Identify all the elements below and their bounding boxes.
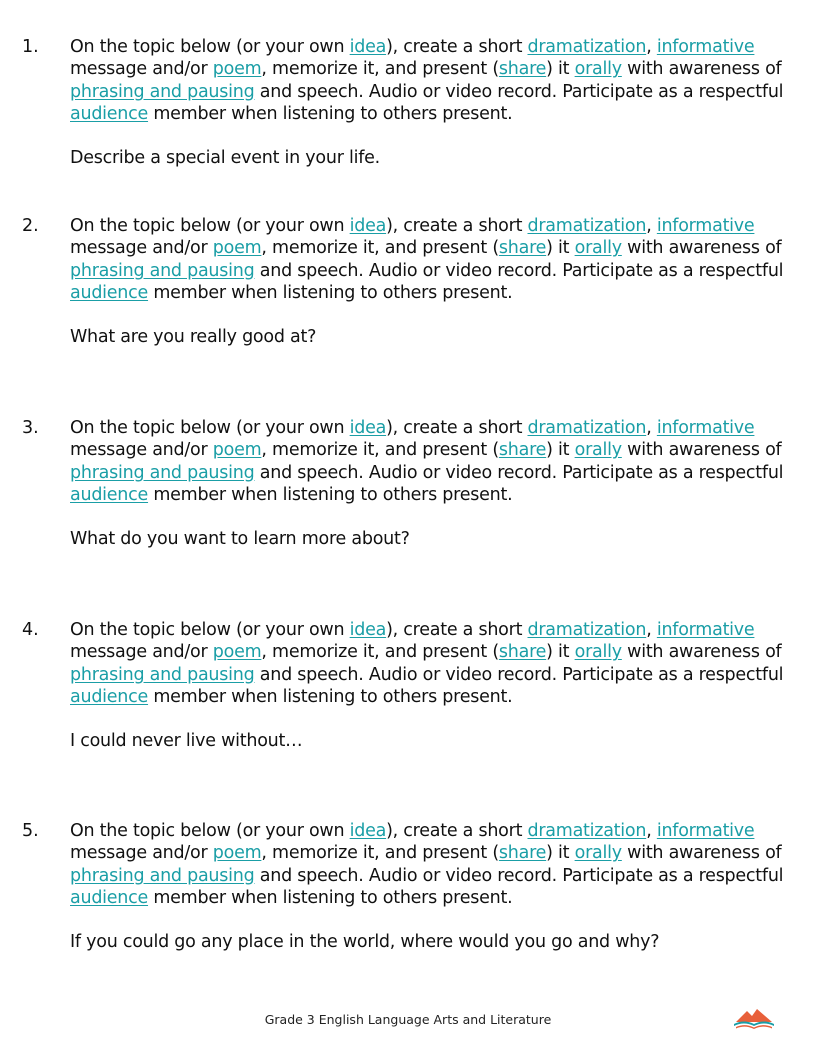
link-share[interactable]: share: [498, 843, 547, 864]
link-dramatization[interactable]: dramatization: [527, 37, 647, 57]
link-poem[interactable]: poem: [212, 440, 262, 461]
link-audience[interactable]: audience: [70, 485, 149, 506]
link-phrasing-and-pausing[interactable]: phrasing and pausing: [70, 462, 255, 483]
link-poem[interactable]: poem: [212, 843, 262, 864]
link-dramatization[interactable]: dramatization: [527, 620, 647, 640]
instruction-text: On the topic below (or your own idea), create a short dramatization, informative message and/or poem, memorize it, and present (share) it orally with awareness of phrasing and pausing and speech. Audio or video record. Participate as a respectful audience member when listening to others present.: [70, 418, 784, 506]
item-number: 1.: [22, 37, 39, 57]
link-idea[interactable]: idea: [349, 620, 387, 640]
link-orally[interactable]: orally: [574, 843, 622, 864]
link-dramatization[interactable]: dramatization: [527, 216, 647, 236]
topic-prompt: If you could go any place in the world, where would you go and why?: [70, 932, 660, 952]
link-audience[interactable]: audience: [70, 104, 149, 125]
link-orally[interactable]: orally: [574, 238, 622, 259]
link-phrasing-and-pausing[interactable]: phrasing and pausing: [70, 81, 255, 102]
link-idea[interactable]: idea: [349, 418, 387, 438]
link-informative[interactable]: informative: [656, 216, 755, 236]
link-share[interactable]: share: [498, 238, 547, 259]
instruction-text: On the topic below (or your own idea), create a short dramatization, informative message and/or poem, memorize it, and present (share) it orally with awareness of phrasing and pausing and speech. Audio or video record. Participate as a respectful audience member when listening to others present.: [70, 37, 784, 125]
topic-prompt: What are you really good at?: [70, 327, 317, 347]
link-poem[interactable]: poem: [212, 59, 262, 80]
link-informative[interactable]: informative: [656, 620, 755, 640]
link-informative[interactable]: informative: [656, 418, 755, 438]
mountain-book-logo-icon: [732, 1006, 776, 1030]
topic-prompt: Describe a special event in your life.: [70, 148, 380, 168]
instruction-text: On the topic below (or your own idea), create a short dramatization, informative message and/or poem, memorize it, and present (share) it orally with awareness of phrasing and pausing and speech. Audio or video record. Participate as a respectful audience member when listening to others present.: [70, 620, 784, 708]
link-dramatization[interactable]: dramatization: [527, 821, 647, 841]
link-share[interactable]: share: [498, 440, 547, 461]
link-informative[interactable]: informative: [656, 37, 755, 57]
link-audience[interactable]: audience: [70, 283, 149, 304]
link-idea[interactable]: idea: [349, 37, 387, 57]
link-orally[interactable]: orally: [574, 642, 622, 663]
link-share[interactable]: share: [498, 59, 547, 80]
instruction-text: On the topic below (or your own idea), create a short dramatization, informative message and/or poem, memorize it, and present (share) it orally with awareness of phrasing and pausing and speech. Audio or video record. Participate as a respectful audience member when listening to others present.: [70, 821, 784, 909]
page-footer: Grade 3 English Language Arts and Literature: [264, 1012, 552, 1027]
item-number: 2.: [22, 216, 39, 236]
link-orally[interactable]: orally: [574, 440, 622, 461]
link-orally[interactable]: orally: [574, 59, 622, 80]
link-phrasing-and-pausing[interactable]: phrasing and pausing: [70, 260, 255, 281]
link-poem[interactable]: poem: [212, 238, 262, 259]
link-audience[interactable]: audience: [70, 687, 149, 708]
item-number: 4.: [22, 620, 39, 640]
link-idea[interactable]: idea: [349, 216, 387, 236]
link-poem[interactable]: poem: [212, 642, 262, 663]
instruction-text: On the topic below (or your own idea), create a short dramatization, informative message and/or poem, memorize it, and present (share) it orally with awareness of phrasing and pausing and speech. Audio or video record. Participate as a respectful audience member when listening to others present.: [70, 216, 784, 304]
topic-prompt: What do you want to learn more about?: [70, 529, 410, 549]
item-number: 3.: [22, 418, 39, 438]
link-phrasing-and-pausing[interactable]: phrasing and pausing: [70, 865, 255, 886]
item-number: 5.: [22, 821, 39, 841]
topic-prompt: I could never live without…: [70, 731, 303, 751]
link-audience[interactable]: audience: [70, 888, 149, 909]
link-informative[interactable]: informative: [656, 821, 755, 841]
link-dramatization[interactable]: dramatization: [527, 418, 647, 438]
link-idea[interactable]: idea: [349, 821, 387, 841]
link-phrasing-and-pausing[interactable]: phrasing and pausing: [70, 664, 255, 685]
link-share[interactable]: share: [498, 642, 547, 663]
